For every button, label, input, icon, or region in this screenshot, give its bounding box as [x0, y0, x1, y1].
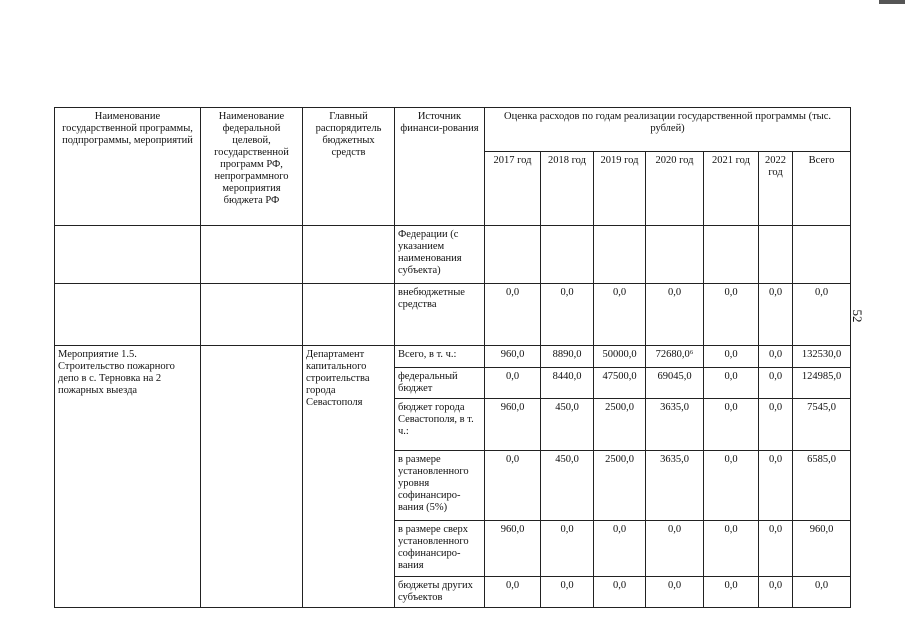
funding-source-cell: Всего, в т. ч.:: [395, 346, 485, 368]
table-row: [55, 284, 851, 346]
measure-name-cell: Мероприятие 1.5. Строительство пожарного депо в с. Терновка на 2 пожарных выезда: [55, 346, 201, 608]
funding-source-cell: бюджет города Севастополя, в т. ч.:: [395, 399, 485, 451]
header-year: 2020 год: [646, 152, 704, 226]
funding-source-cell: в размере установленного уровня софинансиро-вания (5%): [395, 451, 485, 521]
value-cell: 0,0: [485, 368, 541, 399]
value-cell: [704, 226, 759, 284]
value-cell: 8890,0: [541, 346, 594, 368]
value-cell: 2500,0: [594, 399, 646, 451]
empty-cell: [303, 226, 395, 284]
value-cell: 0,0: [646, 577, 704, 608]
value-cell: 0,0: [759, 577, 793, 608]
value-cell: 0,0: [485, 284, 541, 346]
value-cell: 0,0: [541, 521, 594, 577]
value-cell: 0,0: [541, 284, 594, 346]
value-cell: [759, 226, 793, 284]
value-cell: 6585,0: [793, 451, 851, 521]
value-cell: 3635,0: [646, 399, 704, 451]
value-cell: 72680,0⁶: [646, 346, 704, 368]
value-cell: 69045,0: [646, 368, 704, 399]
value-cell: 0,0: [704, 399, 759, 451]
value-cell: 124985,0: [793, 368, 851, 399]
header-year: 2019 год: [594, 152, 646, 226]
value-cell: 7545,0: [793, 399, 851, 451]
value-cell: 0,0: [759, 399, 793, 451]
page-number: 52: [850, 309, 865, 323]
value-cell: [594, 226, 646, 284]
value-cell: [485, 226, 541, 284]
header-funding-source: Источник финанси-рования: [395, 108, 485, 226]
value-cell: 0,0: [759, 346, 793, 368]
value-cell: 0,0: [793, 284, 851, 346]
value-cell: 47500,0: [594, 368, 646, 399]
value-cell: 0,0: [759, 451, 793, 521]
value-cell: 0,0: [594, 577, 646, 608]
value-cell: [793, 226, 851, 284]
value-cell: [646, 226, 704, 284]
funding-source-cell: в размере сверх установленного софинансиро-вания: [395, 521, 485, 577]
value-cell: 0,0: [704, 346, 759, 368]
value-cell: 960,0: [485, 399, 541, 451]
value-cell: 0,0: [704, 521, 759, 577]
value-cell: 960,0: [485, 346, 541, 368]
empty-cell: [55, 284, 201, 346]
header-year: 2017 год: [485, 152, 541, 226]
empty-cell: [201, 284, 303, 346]
value-cell: 0,0: [793, 577, 851, 608]
value-cell: 0,0: [759, 368, 793, 399]
value-cell: 0,0: [594, 284, 646, 346]
value-cell: 450,0: [541, 451, 594, 521]
value-cell: 0,0: [594, 521, 646, 577]
header-main-distributor: Главный распорядитель бюджетных средств: [303, 108, 395, 226]
funding-source-cell: Федерации (с указанием наименования субъекта): [395, 226, 485, 284]
value-cell: 0,0: [759, 284, 793, 346]
header-expense-estimate: Оценка расходов по годам реализации государственной программы (тыс. рублей): [485, 108, 851, 152]
value-cell: 960,0: [793, 521, 851, 577]
budget-table: [54, 107, 851, 608]
header-year: 2018 год: [541, 152, 594, 226]
value-cell: 0,0: [704, 368, 759, 399]
table-row: [55, 226, 851, 284]
header-year: Всего: [793, 152, 851, 226]
header-year: 2022 год: [759, 152, 793, 226]
value-cell: 8440,0: [541, 368, 594, 399]
empty-cell: [201, 226, 303, 284]
header-year: 2021 год: [704, 152, 759, 226]
value-cell: 132530,0: [793, 346, 851, 368]
value-cell: 0,0: [704, 451, 759, 521]
funding-source-cell: федеральный бюджет: [395, 368, 485, 399]
value-cell: 2500,0: [594, 451, 646, 521]
funding-source-cell: внебюджетные средства: [395, 284, 485, 346]
value-cell: 0,0: [485, 577, 541, 608]
value-cell: 0,0: [759, 521, 793, 577]
value-cell: [541, 226, 594, 284]
value-cell: 50000,0: [594, 346, 646, 368]
value-cell: 0,0: [646, 284, 704, 346]
value-cell: 0,0: [704, 577, 759, 608]
empty-cell: [303, 284, 395, 346]
value-cell: 0,0: [704, 284, 759, 346]
value-cell: 0,0: [485, 451, 541, 521]
value-cell: 0,0: [646, 521, 704, 577]
empty-cell: [55, 226, 201, 284]
corner-mark: [879, 0, 905, 4]
funding-source-cell: бюджеты других субъектов: [395, 577, 485, 608]
table-row: [55, 346, 851, 368]
header-federal-program: Наименование федеральной целевой, государственной программ РФ, непрограммного мероприятия бюджета РФ: [201, 108, 303, 226]
value-cell: 960,0: [485, 521, 541, 577]
header-program-name: Наименование государственной программы, подпрограммы, мероприятий: [55, 108, 201, 226]
value-cell: 450,0: [541, 399, 594, 451]
value-cell: 3635,0: [646, 451, 704, 521]
value-cell: 0,0: [541, 577, 594, 608]
federal-program-cell: [201, 346, 303, 608]
distributor-cell: Департамент капитального строительства города Севастополя: [303, 346, 395, 608]
